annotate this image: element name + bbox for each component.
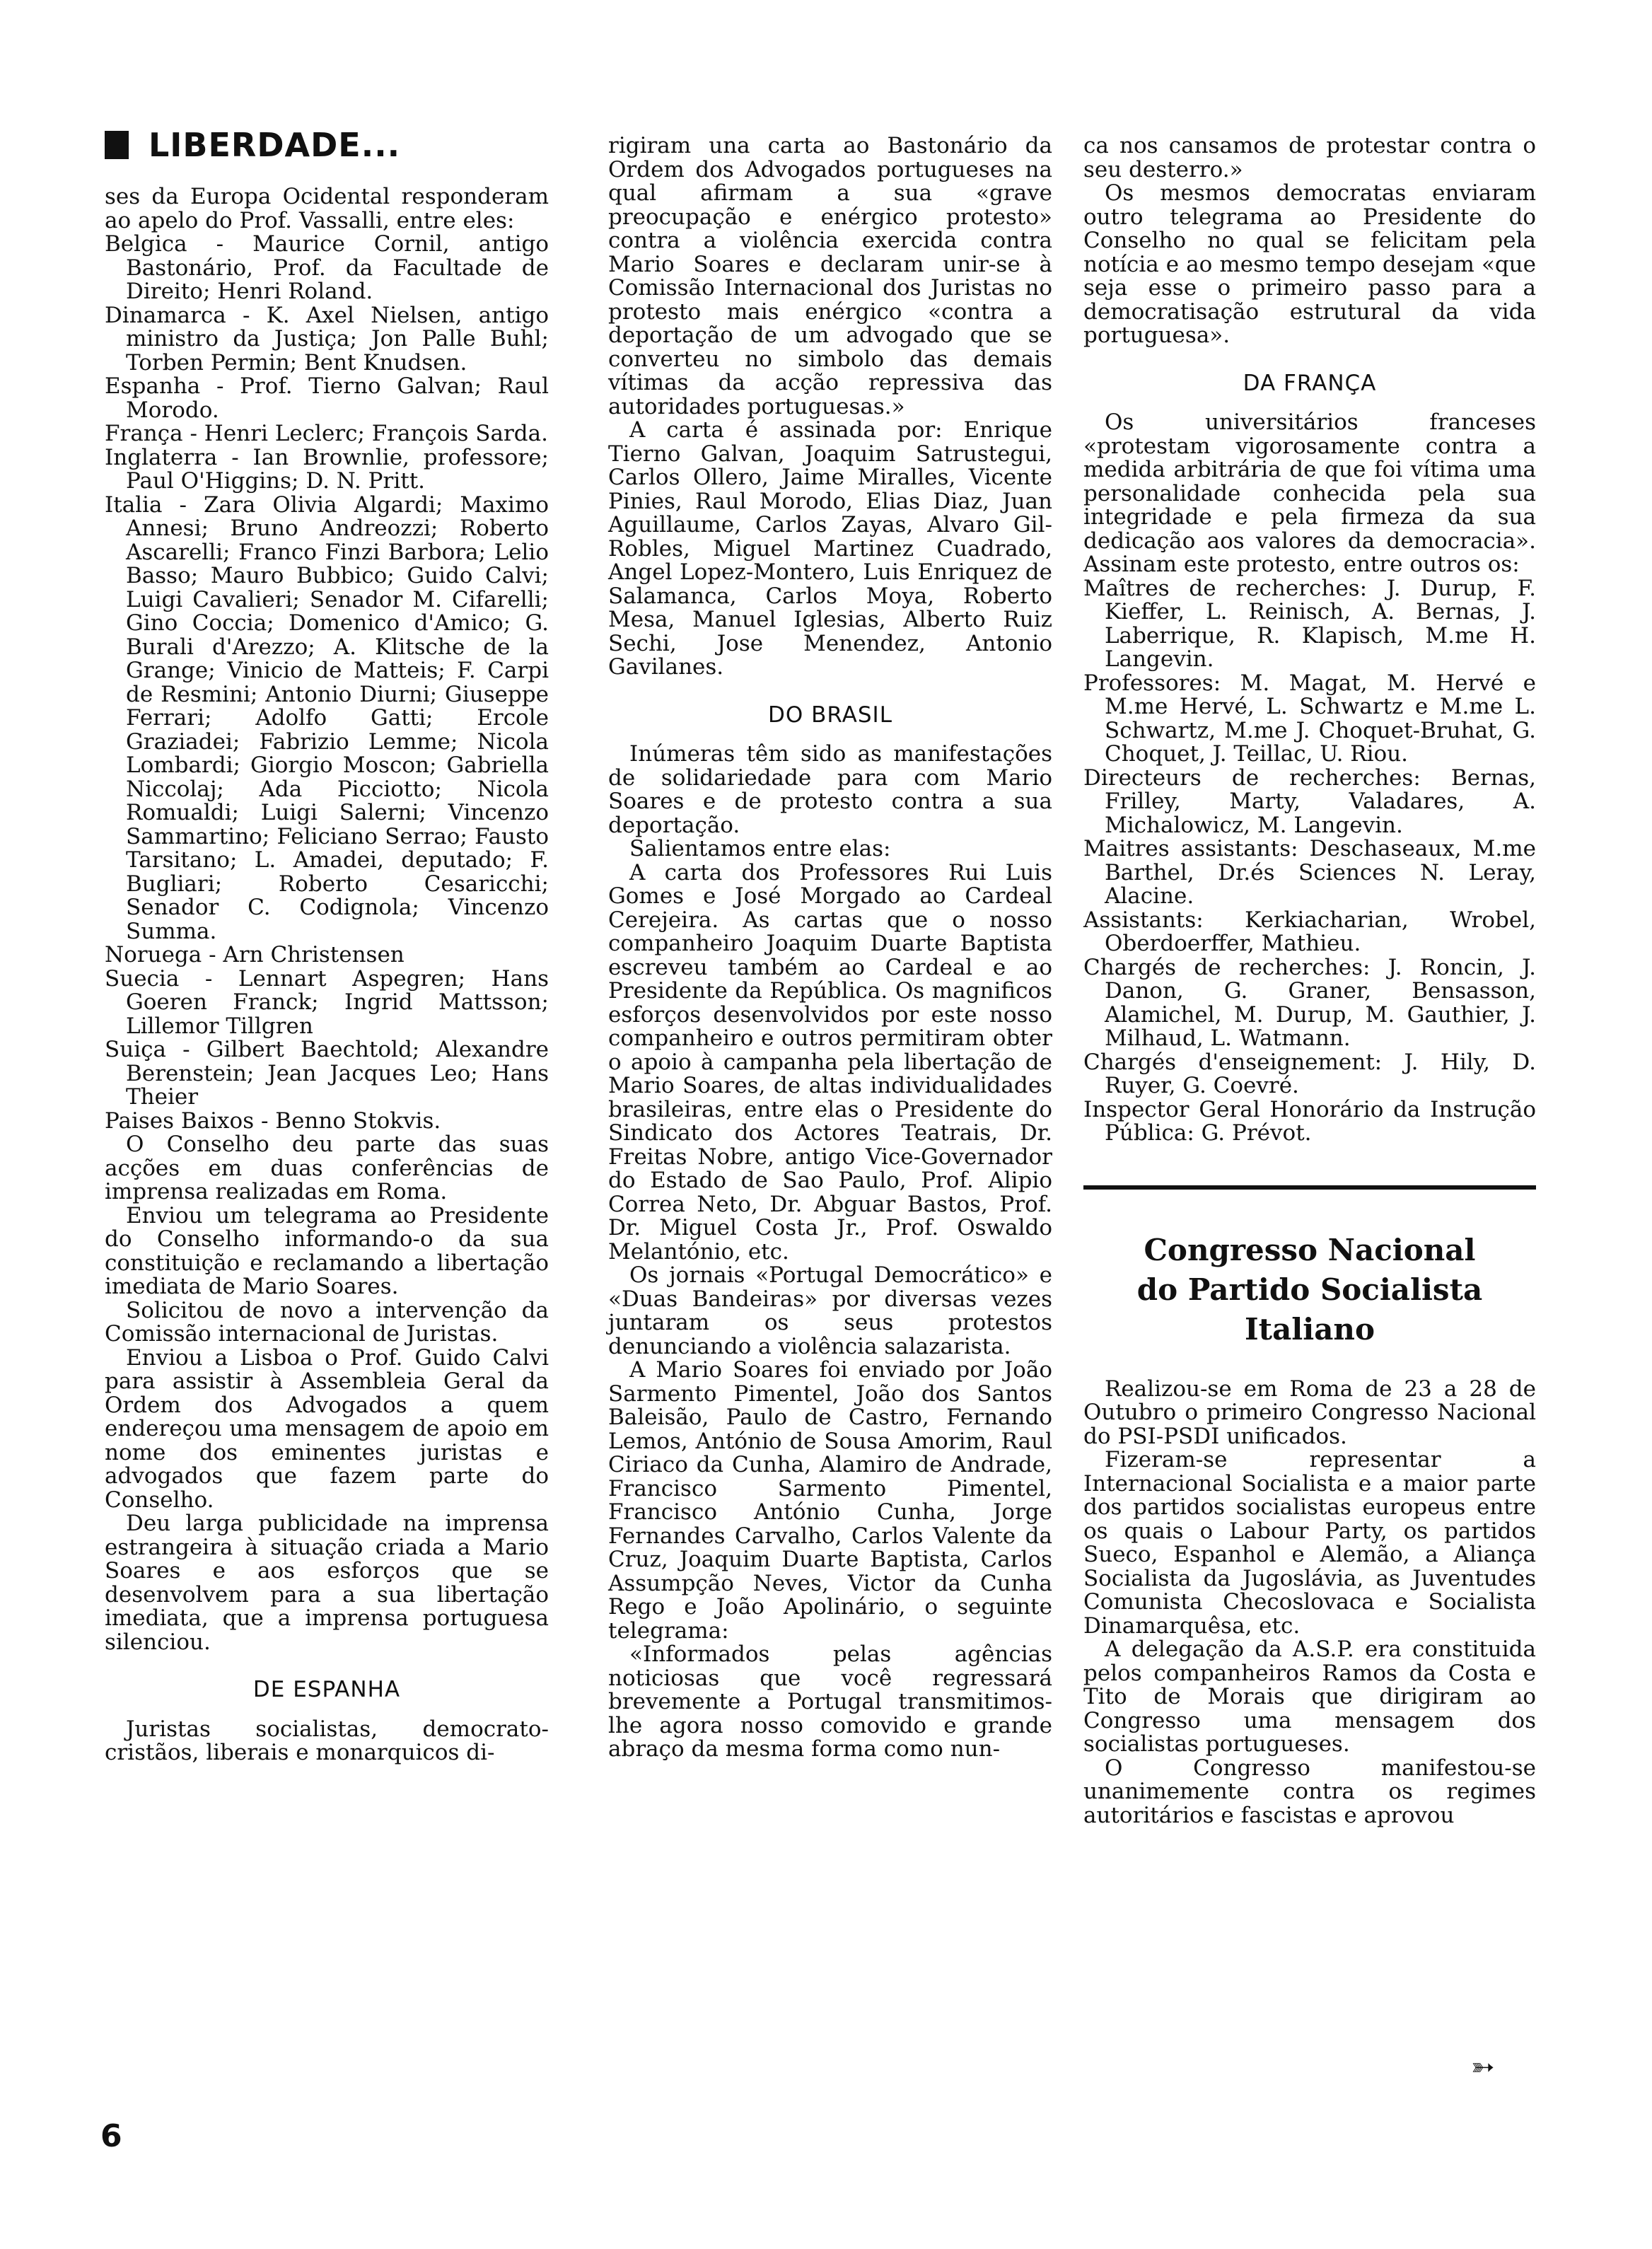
paragraph: Inúmeras têm sido as manifestações de solidariedade para com Mario Soares e de protesto contra a sua deportação. — [608, 741, 1052, 838]
french-list-entry: Directeurs de recherches: Bernas, Frilley, Marty, Valadares, A. Michalowicz, M. Langevin. — [1083, 765, 1536, 838]
country-entry: Paises Baixos - Benno Stokvis. — [105, 1108, 441, 1134]
paragraph: Juristas socialistas, democrato-cristãos, liberais e monarquicos di- — [105, 1716, 549, 1765]
page-number: 6 — [100, 2118, 122, 2154]
country-entry: Noruega - Arn Christensen — [105, 942, 405, 967]
country-entry: Italia - Zara Olivia Algardi; Maximo Annesi; Bruno Andreozzi; Roberto Ascarelli; Franco Finzi Barbora; Lelio Basso; Mauro Bubbico; Guido Calvi; Luigi Cavalieri; Senador M. Cifarelli; Gino Coccia; Domenico d'Amico; G. Burali d'Arezzo; A. Klitsche de la Grange; Vinicio de Matteis; F. Carpi de Resmini; Antonio Diurni; Giuseppe Ferrari; Adolfo Gatti; Ercole Graziadei; Fabrizio Lemme; Nicola Lombardi; Giorgio Moscon; Gabriella Niccolaj; Ada Picciotto; Nicola Romualdi; Luigi Salerni; Vincenzo Sammartino; Feliciano Serrao; Fausto Tarsitano; L. Amadei, deputado; F. Bugliari; Roberto Cesaricchi; Senador C. Codignola; Vincenzo Summa. — [105, 492, 549, 944]
paragraph: Os jornais «Portugal Democrático» e «Duas Bandeiras» por diversas vezes juntaram os seus protestos denunciando a violência salazarista. — [608, 1262, 1052, 1359]
paragraph: O Conselho deu parte das suas acções em duas conferências de imprensa realizadas em Roma. — [105, 1132, 549, 1204]
section-heading-brazil: DO BRASIL — [768, 702, 892, 728]
paragraph: Realizou-se em Roma de 23 a 28 de Outubro o primeiro Congresso Nacional do PSI-PSDI unificados. — [1083, 1376, 1536, 1449]
article-heading — [105, 126, 400, 164]
paragraph: O Congresso manifestou-se unanimemente contra os regimes autoritários e fascistas e aprovou — [1083, 1755, 1536, 1828]
country-entry: Dinamarca - K. Axel Nielsen, antigo ministro da Justiça; Jon Palle Buhl; Torben Permin; Bent Knudsen. — [105, 302, 549, 376]
paragraph: Os mesmos democratas enviaram outro telegrama ao Presidente do Conselho no qual se felicitam pela notícia e ao mesmo tempo desejam «que seja esse o primeiro passo para a democratisação estrutural da vida portuguesa». — [1083, 180, 1536, 348]
french-list-entry: Maîtres de recherches: J. Durup, F. Kieffer, L. Reinisch, A. Bernas, J. Laberrique, R. Klapisch, M.me H. Langevin. — [1083, 575, 1536, 672]
country-entry: França - Henri Leclerc; François Sarda. — [105, 421, 548, 446]
column-2 — [608, 134, 1052, 1762]
french-list-entry: Inspector Geral Honorário da Instrução Pública: G. Prévot. — [1083, 1096, 1536, 1146]
paragraph: A delegação da A.S.P. era constituida pelos companheiros Ramos da Costa e Tito de Morais que dirigiram ao Congresso uma mensagem dos socialistas portugueses. — [1083, 1637, 1536, 1757]
subheading-line-2: do Partido Socialista Italiano — [1136, 1272, 1483, 1347]
heading-square-icon — [105, 131, 129, 159]
section-heading-spain: DE ESPANHA — [252, 1677, 401, 1702]
french-list-entry: Chargés de recherches: J. Roncin, J. Danon, G. Graner, Bensasson, Alamichel, M. Durup, M. Gauthier, J. Milhaud, L. Watmann. — [1083, 954, 1536, 1051]
heading-text: LIBERDADE... — [149, 126, 401, 164]
country-entry: Inglaterra - Ian Brownlie, professore; Paul O'Higgins; D. N. Pritt. — [105, 444, 549, 494]
article-subheading — [1083, 1231, 1536, 1349]
country-entry: Suecia - Lennart Aspegren; Hans Goeren Franck; Ingrid Mattsson; Lillemor Tillgren — [105, 965, 549, 1039]
paragraph: Salientamos entre elas: — [629, 836, 891, 861]
column-3 — [1083, 134, 1536, 1827]
paragraph: ca nos cansamos de protestar contra o seu desterro.» — [1083, 133, 1536, 182]
paragraph: Os universitários franceses «protestam vigorosamente contra a medida arbitrária de que foi vítima uma personalidade conhecida pela sua integridade e pela firmeza da sua dedicação aos valores da democracia». Assinam este protesto, entre outros os: — [1083, 409, 1536, 577]
country-entry: Suiça - Gilbert Baechtold; Alexandre Berenstein; Jean Jacques Leo; Hans Theier — [105, 1037, 549, 1110]
paragraph: Solicitou de novo a intervenção da Comissão internacional de Juristas. — [105, 1297, 549, 1347]
intro-paragraph: ses da Europa Ocidental responderam ao apelo do Prof. Vassalli, entre eles: — [105, 184, 549, 233]
paragraph: Enviou a Lisboa o Prof. Guido Calvi para assistir à Assembleia Geral da Ordem dos Advogados a quem endereçou uma mensagem de apoio em nome dos eminentes juristas e advogados que fazem parte do Conselho. — [105, 1344, 549, 1513]
french-list-entry: Professores: M. Magat, M. Hervé e M.me Hervé, L. Schwartz e M.me L. Schwartz, M.me J. Choquet-Bruhat, G. Choquet, J. Teillac, U. Riou. — [1083, 670, 1536, 767]
french-list-entry: Assistants: Kerkiacharian, Wrobel, Oberdoerffer, Mathieu. — [1083, 907, 1536, 956]
paragraph: A carta dos Professores Rui Luis Gomes e José Morgado ao Cardeal Cerejeira. As cartas que o nosso companheiro Joaquim Duarte Baptista escreveu também ao Cardeal e ao Presidente da República. Os magnificos esforços desenvolvidos por este nosso companheiro e outros permitiram obter o apoio à campanha pela libertação de Mario Soares, de altas individualidades brasileiras, entre elas o Presidente do Sindicato dos Actores Teatrais, Dr. Freitas Nobre, antigo Vice-Governador do Estado de Sao Paulo, Prof. Alipio Correa Neto, Dr. Abguar Bastos, Prof. Dr. Miguel Costa Jr., Prof. Oswaldo Melantónio, etc. — [608, 859, 1052, 1265]
french-list-entry: Chargés d'enseignement: J. Hily, D. Ruyer, G. Coevré. — [1083, 1049, 1536, 1098]
continue-arrow-icon: ➳ — [1471, 2051, 1495, 2084]
country-entry: Belgica - Maurice Cornil, antigo Bastonário, Prof. da Facultade de Direito; Henri Roland. — [105, 231, 549, 304]
paragraph: Deu larga publicidade na imprensa estrangeira à situação criada a Mario Soares e aos esforços que se desenvolvem para a sua libertação imediata, que a imprensa portuguesa silenciou. — [105, 1511, 549, 1655]
paragraph: A carta é assinada por: Enrique Tierno Galvan, Joaquim Satrustegui, Carlos Ollero, Jaime Miralles, Vicente Pinies, Raul Morodo, Elias Diaz, Juan Aguillaume, Carlos Zayas, Alvaro Gil-Robles, Miguel Martinez Cuadrado, Angel Lopez-Montero, Luis Enriquez de Salamanca, Carlos Moya, Roberto Mesa, Manuel Iglesias, Alberto Ruiz Sechi, Jose Menendez, Antonio Gavilanes. — [608, 417, 1052, 680]
country-entry: Espanha - Prof. Tierno Galvan; Raul Morodo. — [105, 373, 549, 423]
subheading-line-1: Congresso Nacional — [1144, 1232, 1476, 1267]
paragraph: Fizeram-se representar a Internacional Socialista e a maior parte dos partidos socialistas europeus entre os quais o Labour Party, os partidos Sueco, Espanhol e Alemão, a Aliança Socialista da Jugoslávia, as Juventudes Comunista Checoslovaca e Socialista Dinamarquêsa, etc. — [1083, 1447, 1536, 1639]
french-list-entry: Maitres assistants: Deschaseaux, M.me Barthel, Dr.és Sciences N. Leray, Alacine. — [1083, 836, 1536, 909]
paragraph: rigiram una carta ao Bastonário da Ordem dos Advogados portugueses na qual afirmam a sua «grave preocupação e enérgico protesto» contra a violência exercida contra Mario Soares e declaram unir-se à Comissão Internacional dos Juristas no protesto mais enérgico «contra a deportação de um advogado que se converteu no simbolo das demais vítimas da acção repressiva das autoridades portuguesas.» — [608, 133, 1052, 419]
paragraph: A Mario Soares foi enviado por João Sarmento Pimentel, João dos Santos Baleisão, Paulo de Castro, Fernando Lemos, António de Sousa Amorim, Raul Ciriaco da Cunha, Alamiro de Andrade, Francisco Sarmento Pimentel, Francisco António Cunha, Jorge Fernandes Carvalho, Carlos Valente da Cruz, Joaquim Duarte Baptista, Carlos Assumpção Neves, Victor da Cunha Rego e João Apolinário, o seguinte telegrama: — [608, 1357, 1052, 1644]
section-heading-france: DA FRANÇA — [1243, 370, 1377, 396]
paragraph: «Informados pelas agências noticiosas que você regressará brevemente a Portugal transmitimos-lhe agora nosso comovido e grande abraço da mesma forma como nun- — [608, 1641, 1052, 1762]
section-divider — [1083, 1185, 1536, 1190]
paragraph: Enviou um telegrama ao Presidente do Conselho informando-o da sua constituição e reclamando a libertação imediata de Mario Soares. — [105, 1202, 549, 1299]
column-1 — [105, 185, 549, 1765]
